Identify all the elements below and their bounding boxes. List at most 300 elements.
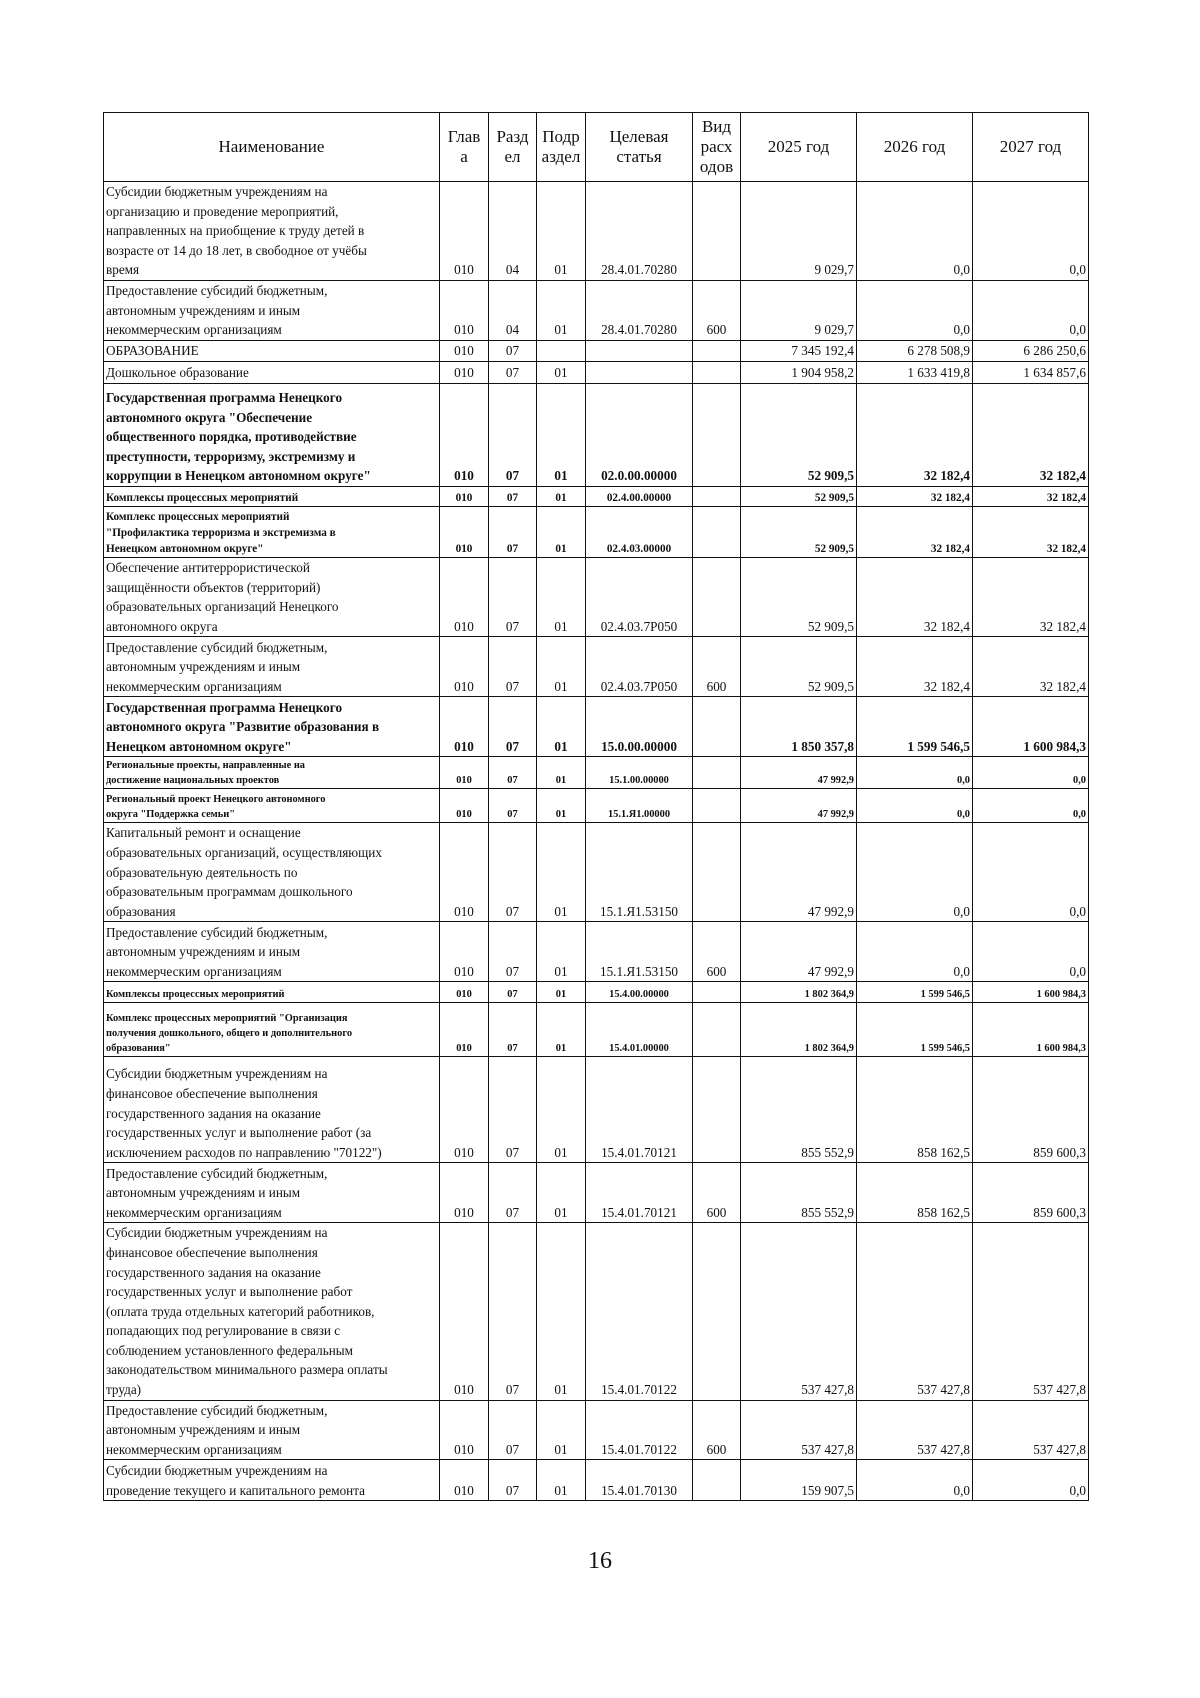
cell-amount-2026: 0,0	[857, 1460, 973, 1501]
header-target-line-1: Целевая	[609, 127, 669, 146]
cell-amount-2027: 0,0	[973, 182, 1089, 281]
cell-razdel: 04	[489, 182, 537, 281]
cell-amount-2026: 1 599 546,5	[857, 697, 973, 757]
cell-razdel: 07	[489, 1223, 537, 1400]
cell-razdel: 07	[489, 757, 537, 789]
cell-name	[104, 1003, 440, 1057]
cell-amount-2027: 32 182,4	[973, 637, 1089, 697]
cell-glava: 010	[440, 789, 489, 823]
table-row	[104, 506, 1089, 557]
cell-target: 28.4.01.70280	[586, 280, 693, 340]
cell-target	[586, 340, 693, 361]
cell-amount-2025: 855 552,9	[741, 1057, 857, 1163]
cell-razdel: 07	[489, 823, 537, 922]
cell-vid: 600	[693, 280, 741, 340]
cell-amount-2027: 1 600 984,3	[973, 697, 1089, 757]
cell-amount-2027: 0,0	[973, 922, 1089, 982]
cell-name-line: (оплата труда отдельных категорий работников,	[106, 1303, 375, 1319]
header-vid-line-1: Вид	[701, 117, 732, 136]
cell-amount-2025: 537 427,8	[741, 1223, 857, 1400]
cell-amount-2026: 0,0	[857, 182, 973, 281]
cell-target: 15.0.00.00000	[586, 697, 693, 757]
cell-name-line: Государственная программа Ненецкого	[106, 390, 343, 405]
cell-name-line: некоммерческим организациям	[106, 678, 282, 694]
table-row	[104, 1163, 1089, 1223]
cell-name-line: преступности, терроризму, экстремизму и	[106, 448, 356, 464]
cell-name-line: Региональный проект Ненецкого автономного	[106, 793, 326, 805]
cell-vid	[693, 1057, 741, 1163]
cell-amount-2025: 9 029,7	[741, 182, 857, 281]
table-row	[104, 922, 1089, 982]
cell-amount-2027: 32 182,4	[973, 383, 1089, 486]
cell-name-line: защищённости объектов (территорий)	[106, 579, 321, 595]
table-row	[104, 340, 1089, 361]
cell-vid	[693, 340, 741, 361]
cell-name-line: некоммерческим организациям	[106, 322, 282, 338]
cell-target: 15.1.Я1.53150	[586, 922, 693, 982]
cell-name-line: автономным учреждениям и иным	[106, 1185, 301, 1201]
cell-glava: 010	[440, 922, 489, 982]
cell-name	[104, 506, 440, 557]
cell-glava: 010	[440, 340, 489, 361]
cell-target: 15.1.Я1.00000	[586, 789, 693, 823]
header-year-2027: 2027 год	[973, 113, 1089, 182]
cell-name	[104, 1223, 440, 1400]
cell-amount-2027: 0,0	[973, 823, 1089, 922]
cell-name	[104, 280, 440, 340]
cell-amount-2026: 537 427,8	[857, 1223, 973, 1400]
cell-name-line: округа "Поддержка семьи"	[106, 808, 236, 820]
cell-name-line: достижение национальных проектов	[106, 774, 280, 786]
cell-name-line: исключением расходов по направлению "70122")	[106, 1144, 382, 1160]
cell-name-line: государственного задания на оказание	[106, 1264, 321, 1280]
table-row	[104, 637, 1089, 697]
cell-razdel: 07	[489, 982, 537, 1003]
cell-name-line: автономного округа "Обеспечение	[106, 409, 313, 425]
header-target-line-2: статья	[616, 147, 662, 166]
cell-target: 15.4.01.00000	[586, 1003, 693, 1057]
header-podrazdel	[537, 113, 586, 182]
cell-vid	[693, 486, 741, 506]
cell-target: 02.4.03.00000	[586, 506, 693, 557]
cell-amount-2025: 52 909,5	[741, 486, 857, 506]
cell-name-line: государственного задания на оказание	[106, 1105, 321, 1121]
cell-name-line: получения дошкольного, общего и дополнительного	[106, 1027, 353, 1039]
cell-name-line: Предоставление субсидий бюджетным,	[106, 1165, 328, 1181]
cell-amount-2026: 0,0	[857, 789, 973, 823]
cell-vid	[693, 789, 741, 823]
cell-amount-2026: 6 278 508,9	[857, 340, 973, 361]
table-row	[104, 697, 1089, 757]
cell-amount-2026: 32 182,4	[857, 506, 973, 557]
cell-name-line: Региональные проекты, направленные на	[106, 759, 305, 771]
cell-vid: 600	[693, 1400, 741, 1460]
cell-podrazdel: 01	[537, 506, 586, 557]
cell-target: 02.4.03.7Р050	[586, 557, 693, 636]
cell-podrazdel: 01	[537, 557, 586, 636]
cell-name	[104, 1460, 440, 1501]
cell-name-line: автономным учреждениям и иным	[106, 944, 301, 960]
cell-amount-2025: 47 992,9	[741, 757, 857, 789]
cell-name-line: Ненецком автономном округе"	[106, 542, 264, 555]
cell-podrazdel: 01	[537, 1400, 586, 1460]
cell-podrazdel: 01	[537, 982, 586, 1003]
cell-name-line: некоммерческим организациям	[106, 1204, 282, 1220]
cell-vid	[693, 697, 741, 757]
cell-vid	[693, 1223, 741, 1400]
cell-name-line: государственных услуг и выполнение работ	[106, 1284, 353, 1300]
cell-amount-2025: 52 909,5	[741, 557, 857, 636]
cell-podrazdel: 01	[537, 637, 586, 697]
cell-glava: 010	[440, 1057, 489, 1163]
cell-name	[104, 340, 440, 361]
cell-target: 15.4.00.00000	[586, 982, 693, 1003]
cell-name-line: образовательных организаций Ненецкого	[106, 599, 339, 615]
cell-name-line: Субсидии бюджетным учреждениям на	[106, 1463, 328, 1479]
header-vid-line-2: расх	[700, 137, 733, 156]
cell-amount-2026: 537 427,8	[857, 1400, 973, 1460]
cell-vid	[693, 1460, 741, 1501]
cell-amount-2026: 858 162,5	[857, 1163, 973, 1223]
cell-amount-2027: 32 182,4	[973, 506, 1089, 557]
cell-glava: 010	[440, 361, 489, 383]
header-vid-line-3: одов	[699, 157, 734, 176]
cell-podrazdel: 01	[537, 1057, 586, 1163]
table-row	[104, 1057, 1089, 1163]
cell-amount-2027: 859 600,3	[973, 1163, 1089, 1223]
cell-amount-2027: 1 600 984,3	[973, 1003, 1089, 1057]
header-razdel-line-1: Разд	[496, 127, 529, 146]
cell-name	[104, 789, 440, 823]
cell-glava: 010	[440, 1223, 489, 1400]
cell-target: 15.1.00.00000	[586, 757, 693, 789]
cell-name	[104, 757, 440, 789]
cell-podrazdel: 01	[537, 1003, 586, 1057]
cell-name	[104, 361, 440, 383]
cell-glava: 010	[440, 757, 489, 789]
cell-amount-2025: 47 992,9	[741, 789, 857, 823]
table-row	[104, 757, 1089, 789]
cell-name	[104, 1163, 440, 1223]
cell-target: 15.4.01.70130	[586, 1460, 693, 1501]
cell-amount-2026: 1 633 419,8	[857, 361, 973, 383]
header-glava	[440, 113, 489, 182]
cell-name-line: образовательным программам дошкольного	[106, 884, 353, 900]
cell-razdel: 07	[489, 1400, 537, 1460]
cell-amount-2027: 32 182,4	[973, 486, 1089, 506]
cell-name	[104, 637, 440, 697]
cell-amount-2026: 1 599 546,5	[857, 982, 973, 1003]
cell-vid	[693, 757, 741, 789]
table-row	[104, 361, 1089, 383]
cell-vid: 600	[693, 637, 741, 697]
cell-razdel: 07	[489, 1003, 537, 1057]
cell-name-line: Комплекс процессных мероприятий "Организация	[106, 1012, 348, 1024]
cell-glava: 010	[440, 506, 489, 557]
cell-vid	[693, 1003, 741, 1057]
cell-name-line: автономного округа	[106, 618, 218, 634]
cell-podrazdel: 01	[537, 280, 586, 340]
cell-vid: 600	[693, 922, 741, 982]
cell-amount-2027: 0,0	[973, 280, 1089, 340]
cell-name-line: попадающих под регулирование в связи с	[106, 1323, 341, 1339]
cell-vid	[693, 982, 741, 1003]
cell-name-line: проведение текущего и капитального ремонта	[106, 1482, 365, 1498]
cell-amount-2026: 0,0	[857, 823, 973, 922]
cell-name	[104, 982, 440, 1003]
cell-razdel: 04	[489, 280, 537, 340]
cell-podrazdel: 01	[537, 922, 586, 982]
table-row	[104, 557, 1089, 636]
cell-target: 15.1.Я1.53150	[586, 823, 693, 922]
table-row	[104, 182, 1089, 281]
cell-podrazdel: 01	[537, 789, 586, 823]
budget-sheet	[103, 112, 1088, 1501]
cell-razdel: 07	[489, 789, 537, 823]
cell-amount-2026: 32 182,4	[857, 557, 973, 636]
cell-name	[104, 1057, 440, 1163]
cell-amount-2025: 1 904 958,2	[741, 361, 857, 383]
cell-amount-2025: 9 029,7	[741, 280, 857, 340]
cell-name-line: законодательством минимального размера оплаты	[106, 1362, 388, 1378]
cell-amount-2027: 859 600,3	[973, 1057, 1089, 1163]
cell-name	[104, 383, 440, 486]
cell-amount-2027: 537 427,8	[973, 1223, 1089, 1400]
cell-name-line: Предоставление субсидий бюджетным,	[106, 639, 328, 655]
cell-vid	[693, 361, 741, 383]
cell-razdel: 07	[489, 486, 537, 506]
cell-podrazdel: 01	[537, 361, 586, 383]
cell-name-line: автономного округа "Развитие образования в	[106, 719, 380, 735]
cell-amount-2026: 32 182,4	[857, 383, 973, 486]
cell-glava: 010	[440, 1400, 489, 1460]
cell-name-line: соблюдением установленного федеральным	[106, 1342, 354, 1358]
cell-razdel: 07	[489, 1460, 537, 1501]
cell-name-line: Субсидии бюджетным учреждениям на	[106, 1066, 328, 1082]
cell-amount-2027: 32 182,4	[973, 557, 1089, 636]
cell-amount-2026: 32 182,4	[857, 486, 973, 506]
cell-glava: 010	[440, 280, 489, 340]
cell-target: 28.4.01.70280	[586, 182, 693, 281]
cell-name-line: возрасте от 14 до 18 лет, в свободное от учёбы	[106, 242, 367, 258]
table-row	[104, 1223, 1089, 1400]
cell-vid: 600	[693, 1163, 741, 1223]
cell-vid	[693, 182, 741, 281]
cell-amount-2025: 159 907,5	[741, 1460, 857, 1501]
header-razdel-line-2: ел	[504, 147, 521, 166]
cell-amount-2027: 6 286 250,6	[973, 340, 1089, 361]
cell-name-line: автономным учреждениям и иным	[106, 1422, 301, 1438]
cell-razdel: 07	[489, 922, 537, 982]
cell-target: 02.4.00.00000	[586, 486, 693, 506]
cell-name-line: организацию и проведение мероприятий,	[106, 203, 339, 219]
cell-podrazdel: 01	[537, 383, 586, 486]
table-body	[104, 182, 1089, 1501]
header-year-2025: 2025 год	[741, 113, 857, 182]
header-year-2026: 2026 год	[857, 113, 973, 182]
cell-amount-2027: 0,0	[973, 757, 1089, 789]
cell-target: 15.4.01.70121	[586, 1057, 693, 1163]
cell-glava: 010	[440, 1003, 489, 1057]
cell-name-line: Обеспечение антитеррористической	[106, 559, 310, 575]
cell-glava: 010	[440, 383, 489, 486]
cell-amount-2027: 1 600 984,3	[973, 982, 1089, 1003]
cell-target: 15.4.01.70122	[586, 1223, 693, 1400]
cell-name-line: Субсидии бюджетным учреждениям на	[106, 184, 328, 199]
cell-amount-2026: 858 162,5	[857, 1057, 973, 1163]
cell-name-line: общественного порядка, противодействие	[106, 429, 357, 445]
cell-amount-2025: 52 909,5	[741, 506, 857, 557]
cell-vid	[693, 506, 741, 557]
cell-vid	[693, 823, 741, 922]
cell-name-line: Комплекс процессных мероприятий	[106, 510, 290, 523]
cell-target: 02.4.03.7Р050	[586, 637, 693, 697]
header-podrazdel-line-2: аздел	[541, 147, 581, 166]
cell-name-line: ОБРАЗОВАНИЕ	[106, 343, 199, 359]
cell-name-line: финансовое обеспечение выполнения	[106, 1085, 318, 1101]
cell-glava: 010	[440, 486, 489, 506]
cell-razdel: 07	[489, 383, 537, 486]
cell-name-line: образования	[106, 903, 176, 919]
cell-name-line: некоммерческим организациям	[106, 1441, 282, 1457]
header-glava-line-1: Глав	[447, 127, 481, 146]
cell-podrazdel: 01	[537, 757, 586, 789]
cell-amount-2027: 0,0	[973, 1460, 1089, 1501]
cell-target: 02.0.00.00000	[586, 383, 693, 486]
cell-amount-2025: 1 802 364,9	[741, 1003, 857, 1057]
cell-name	[104, 557, 440, 636]
cell-name-line: Дошкольное образование	[106, 365, 249, 381]
cell-podrazdel: 01	[537, 697, 586, 757]
cell-amount-2026: 1 599 546,5	[857, 1003, 973, 1057]
cell-glava: 010	[440, 557, 489, 636]
cell-target: 15.4.01.70122	[586, 1400, 693, 1460]
cell-razdel: 07	[489, 506, 537, 557]
table-header	[104, 113, 1089, 182]
cell-name-line: Предоставление субсидий бюджетным,	[106, 1402, 328, 1418]
cell-amount-2025: 52 909,5	[741, 383, 857, 486]
cell-podrazdel	[537, 340, 586, 361]
cell-name-line: образования"	[106, 1042, 171, 1054]
cell-razdel: 07	[489, 557, 537, 636]
header-name: Наименование	[104, 113, 440, 182]
cell-name-line: Комплексы процессных мероприятий	[106, 988, 285, 1000]
cell-amount-2027: 1 634 857,6	[973, 361, 1089, 383]
cell-podrazdel: 01	[537, 182, 586, 281]
cell-name-line: направленных на приобщение к труду детей в	[106, 223, 365, 239]
cell-razdel: 07	[489, 637, 537, 697]
cell-amount-2025: 52 909,5	[741, 637, 857, 697]
cell-podrazdel: 01	[537, 1163, 586, 1223]
header-target	[586, 113, 693, 182]
table-row	[104, 1400, 1089, 1460]
page-number: 16	[588, 1548, 612, 1574]
table-row	[104, 1003, 1089, 1057]
cell-name	[104, 1400, 440, 1460]
cell-razdel: 07	[489, 1057, 537, 1163]
cell-name-line: коррупции в Ненецком автономном округе"	[106, 468, 371, 484]
cell-target	[586, 361, 693, 383]
cell-name	[104, 486, 440, 506]
cell-podrazdel: 01	[537, 1223, 586, 1400]
cell-name	[104, 922, 440, 982]
cell-amount-2026: 0,0	[857, 757, 973, 789]
cell-vid	[693, 557, 741, 636]
cell-razdel: 07	[489, 1163, 537, 1223]
cell-amount-2027: 0,0	[973, 789, 1089, 823]
table-row	[104, 1460, 1089, 1501]
cell-glava: 010	[440, 697, 489, 757]
cell-amount-2025: 1 802 364,9	[741, 982, 857, 1003]
cell-name-line: Предоставление субсидий бюджетным,	[106, 283, 328, 299]
cell-vid	[693, 383, 741, 486]
table-row	[104, 383, 1089, 486]
cell-name-line: автономным учреждениям и иным	[106, 302, 301, 318]
cell-name-line: некоммерческим организациям	[106, 963, 282, 979]
cell-razdel: 07	[489, 361, 537, 383]
table-row	[104, 982, 1089, 1003]
cell-name-line: автономным учреждениям и иным	[106, 659, 301, 675]
header-vid	[693, 113, 741, 182]
table-row	[104, 823, 1089, 922]
table-row	[104, 486, 1089, 506]
cell-amount-2025: 1 850 357,8	[741, 697, 857, 757]
cell-name-line: Ненецком автономном округе"	[106, 738, 292, 754]
header-razdel	[489, 113, 537, 182]
cell-amount-2025: 7 345 192,4	[741, 340, 857, 361]
cell-razdel: 07	[489, 697, 537, 757]
cell-podrazdel: 01	[537, 486, 586, 506]
cell-amount-2027: 537 427,8	[973, 1400, 1089, 1460]
cell-name	[104, 182, 440, 281]
table-row	[104, 280, 1089, 340]
cell-amount-2026: 32 182,4	[857, 637, 973, 697]
header-glava-line-2: а	[460, 147, 468, 166]
cell-name-line: образовательных организаций, осуществляющих	[106, 844, 382, 860]
cell-glava: 010	[440, 182, 489, 281]
cell-name-line: Предоставление субсидий бюджетным,	[106, 924, 328, 940]
cell-name	[104, 697, 440, 757]
cell-name-line: труда)	[106, 1382, 142, 1398]
cell-amount-2025: 47 992,9	[741, 823, 857, 922]
cell-podrazdel: 01	[537, 823, 586, 922]
cell-name	[104, 823, 440, 922]
cell-razdel: 07	[489, 340, 537, 361]
cell-glava: 010	[440, 1460, 489, 1501]
cell-amount-2025: 47 992,9	[741, 922, 857, 982]
cell-amount-2026: 0,0	[857, 922, 973, 982]
table-row	[104, 789, 1089, 823]
cell-name-line: "Профилактика терроризма и экстремизма в	[106, 526, 336, 539]
cell-name-line: Комплексы процессных мероприятий	[106, 491, 299, 504]
budget-table	[103, 112, 1089, 1501]
cell-name-line: Государственная программа Ненецкого	[106, 699, 343, 715]
cell-name-line: Капитальный ремонт и оснащение	[106, 825, 301, 841]
cell-glava: 010	[440, 1163, 489, 1223]
cell-glava: 010	[440, 637, 489, 697]
cell-name-line: Субсидии бюджетным учреждениям на	[106, 1225, 328, 1241]
cell-amount-2025: 855 552,9	[741, 1163, 857, 1223]
cell-amount-2025: 537 427,8	[741, 1400, 857, 1460]
cell-name-line: образовательную деятельность по	[106, 864, 298, 880]
cell-name-line: государственных услуг и выполнение работ (за	[106, 1125, 372, 1141]
cell-name-line: время	[106, 262, 140, 278]
cell-amount-2026: 0,0	[857, 280, 973, 340]
cell-name-line: финансовое обеспечение выполнения	[106, 1244, 318, 1260]
header-podrazdel-line-1: Подр	[542, 127, 580, 146]
cell-target: 15.4.01.70121	[586, 1163, 693, 1223]
cell-podrazdel: 01	[537, 1460, 586, 1501]
